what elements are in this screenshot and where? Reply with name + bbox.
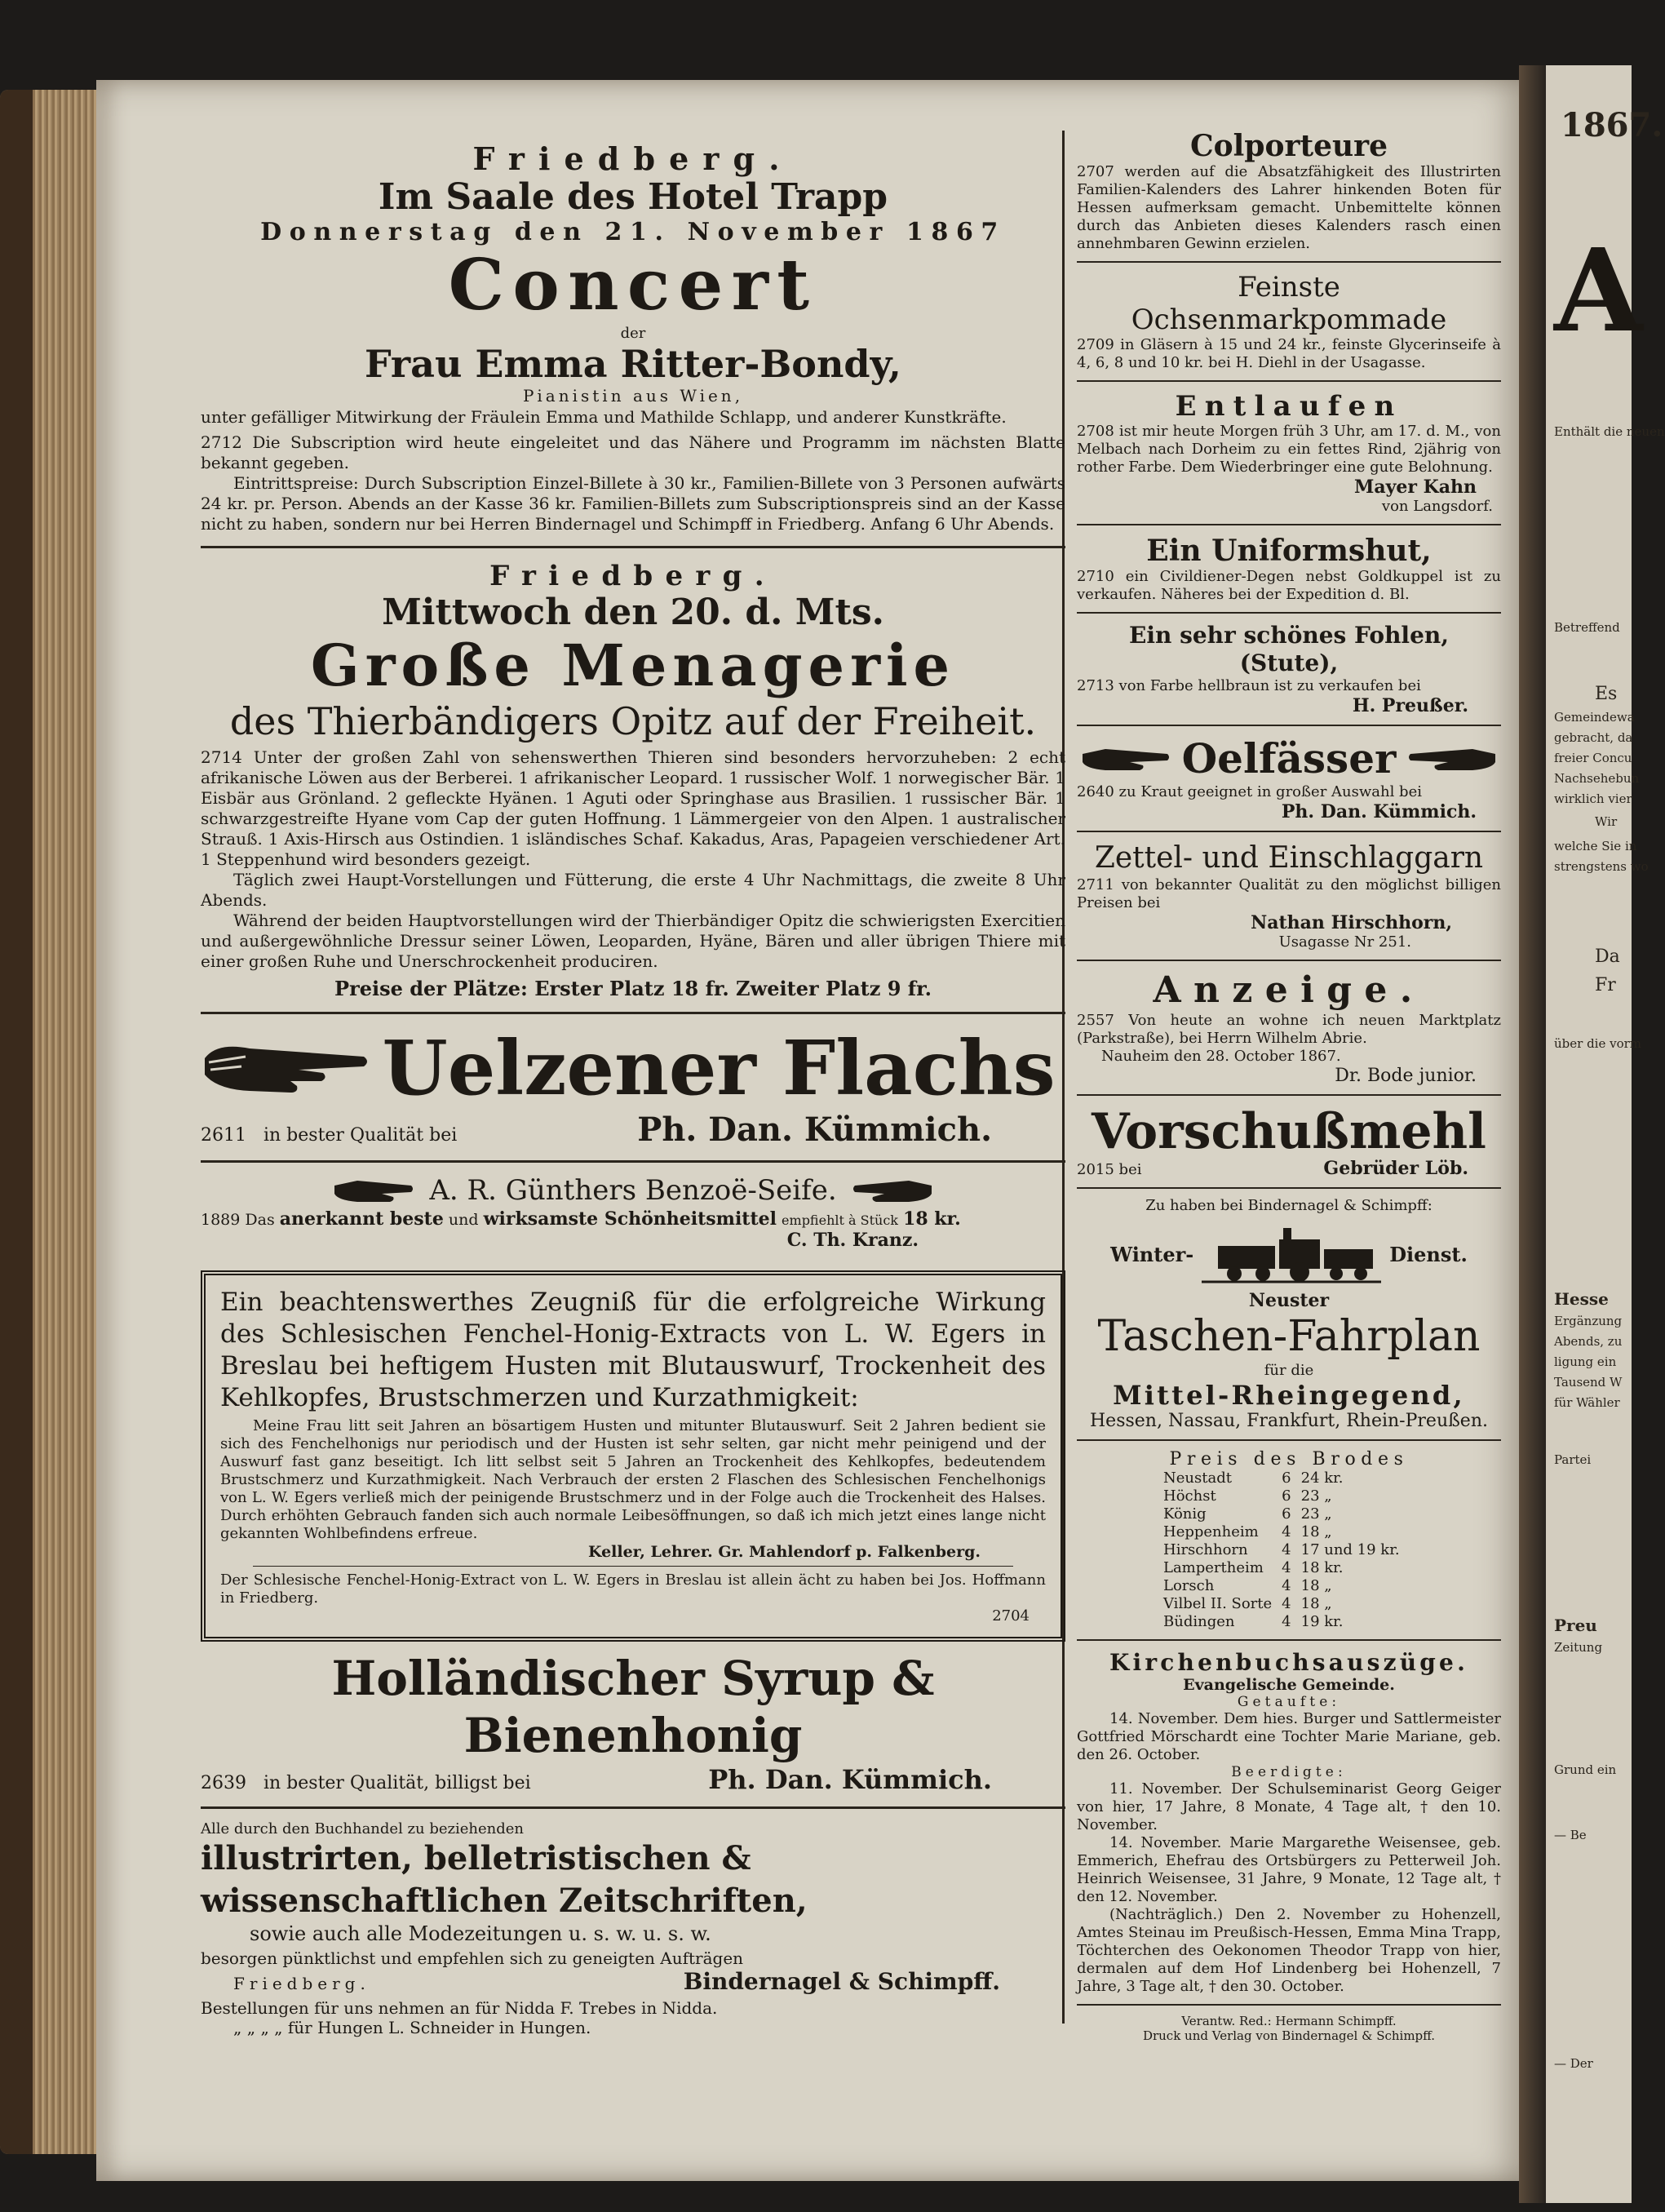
pointing-hand-icon — [852, 1174, 933, 1207]
fahrplan-region: Mittel-Rheingegend, — [1113, 1380, 1465, 1411]
ad-number: 2710 — [1077, 568, 1114, 585]
colporteure-ad — [1077, 129, 1501, 253]
egers-ad — [201, 1270, 1065, 1642]
anzeige-place: Nauheim den 28. October 1867. — [1101, 1048, 1341, 1065]
brod-title: Preis des Brodes — [1169, 1449, 1409, 1469]
brod-cell-a: 6 — [1282, 1505, 1291, 1523]
next-page-fragment-text: gebracht, da — [1554, 730, 1633, 745]
pointing-hand-icon — [333, 1174, 414, 1207]
locomotive-icon — [1202, 1221, 1381, 1287]
fahrplan-zuhaben: Zu haben bei Bindernagel & Schimpff: — [1145, 1197, 1433, 1214]
section-rule — [1077, 725, 1501, 726]
entlaufen-sign-place: von Langsdorf. — [1381, 498, 1493, 515]
brod-cell-name: König — [1163, 1505, 1207, 1523]
colporteure-text: werden auf die Absatzfähigkeit des Illustrirten Familien-Kalenders des Lahrer hinkenden Boten für Hessen aufmerksam gemacht. Unbemittelte können durch das Anbieten dieses Kalenders rasch einen annehmbaren Gewinn erzielen. — [1077, 163, 1501, 252]
kirchen-entry: (Nachträglich.) Den 2. November zu Hohenzell, Amtes Steinau im Preußisch-Hessen, Emma Mina Trapp, Töchterchen des Oekonomen Theodor Trapp von hier, dermalen auf dem Hof Lindenberg bei Hohenzell, 7 Jahre, 3 Tage alt, † den 30. October. — [1077, 1906, 1501, 1995]
syrup-seller: Ph. Dan. Kümmich. — [708, 1764, 992, 1795]
brod-cell-name: Büdingen — [1163, 1613, 1235, 1630]
entlaufen-ad — [1077, 390, 1501, 516]
brod-cell-a: 6 — [1282, 1469, 1291, 1487]
uniform-ad — [1077, 534, 1501, 604]
ad-number: 2704 — [992, 1607, 1030, 1625]
brod-cell-name: Hirschhorn — [1163, 1541, 1248, 1558]
kirchen-getaufte: Getaufte: — [1237, 1694, 1341, 1710]
concert-text-1: Die Subscription wird heute eingeleitet und das Nähere und Programm im nächsten Blatte bekannt gegeben. — [201, 432, 1066, 472]
brod-cell-b: 18 „ — [1300, 1595, 1332, 1612]
next-page-fragment-text: wirklich vier — [1554, 791, 1632, 806]
section-rule — [1077, 1639, 1501, 1641]
next-page-fragment-text: Preu — [1554, 1616, 1597, 1635]
menagerie-title: Große Menagerie — [310, 632, 956, 699]
benzoe-text: und — [448, 1211, 479, 1229]
brod-row — [1158, 1613, 1405, 1631]
brod-cell-a: 4 — [1282, 1613, 1291, 1630]
next-page-fragment-text: Enthält die neuen — [1554, 424, 1665, 439]
pointing-hand-icon — [1081, 743, 1171, 775]
zeitschriften-place: Friedberg. — [233, 1974, 370, 1993]
oelfaesser-sign: Ph. Dan. Kümmich. — [1281, 801, 1477, 822]
zettel-sign: Nathan Hirschhorn, — [1251, 912, 1452, 933]
concert-role: Pianistin aus Wien, — [522, 386, 744, 406]
fahrplan-winter: Winter- — [1110, 1242, 1194, 1266]
benzoe-ad — [201, 1174, 1065, 1251]
anzeige-sign: Dr. Bode junior. — [1335, 1066, 1477, 1086]
brod-cell-b: 18 kr. — [1300, 1559, 1344, 1576]
section-rule — [201, 546, 1065, 548]
next-page-big-letter: A — [1554, 224, 1643, 358]
brod-cell-b: 23 „ — [1300, 1487, 1332, 1505]
zettel-text: von bekannter Qualität zu den möglichst billigen Preisen bei — [1077, 876, 1501, 911]
concert-date: Donnerstag den 21. November 1867 — [260, 218, 1006, 246]
fohlen-ad — [1077, 622, 1501, 716]
section-rule — [1077, 960, 1501, 961]
flachs-text: in bester Qualität bei — [263, 1125, 458, 1146]
section-rule — [1077, 380, 1501, 382]
kirchen-title: Kirchenbuchsauszüge. — [1109, 1649, 1469, 1676]
next-page-fragment-text: welche Sie in — [1554, 839, 1637, 853]
kirchen-sub: Evangelische Gemeinde. — [1183, 1676, 1395, 1694]
entlaufen-text: ist mir heute Morgen früh 3 Uhr, am 17. d. M., von Melbach nach Dorheim zu ein fettes Rind, 2jährig von rother Farbe. Dem Wiederbringer eine gute Belohnung. — [1077, 423, 1501, 476]
concert-text-2: Eintrittspreise: Durch Subscription Einzel-Billete à 30 kr., Familien-Billete von 3 Personen aufwärts 24 kr. pr. Person. Abends an der Kasse 36 kr. Familien-Billets zum Subscriptionspreis sind an der Kasse nicht zu haben, sondern nur bei Herren Bindernagel und Schimpff in Friedberg. Anfang 6 Uhr Abends. — [201, 473, 1065, 534]
syrup-title: Holländischer Syrup & Bienenhonig — [331, 1651, 935, 1763]
kirchen-entry: 14. November. Marie Margarethe Weisensee, geb. Emmerich, Ehefrau des Ortsbürgers zu Petterweil Joh. Heinrich Weisensee, 31 Jahre, 9 Monate, 12 Tage alt, † den 12. November. — [1077, 1834, 1501, 1905]
egers-headline: Ein beachtenswerthes Zeugniß für die erfolgreiche Wirkung des Schlesischen Fenchel-Honig-Extracts von L. W. Egers in Breslau bei heftigem Husten mit Blutauswurf, Trockenheit des Kehlkopfes, Brustschmerzen und Kurzathmigkeit: — [220, 1288, 1046, 1412]
next-page-fragment-text: Es — [1595, 684, 1618, 704]
next-page-fragment-text: Fr — [1595, 975, 1616, 995]
oelfaesser-ad — [1077, 734, 1501, 822]
concert-title: Concert — [448, 244, 818, 326]
right-column — [1077, 129, 1501, 2043]
anzeige-text: Von heute an wohne ich neuen Marktplatz (Parkstraße), bei Herrn Wilhelm Abrie. — [1077, 1012, 1501, 1047]
section-rule — [201, 1806, 1065, 1809]
oelfaesser-title: Oelfässer — [1181, 734, 1397, 782]
section-rule — [1077, 524, 1501, 525]
ad-number: 1889 — [201, 1211, 241, 1229]
egers-body: Meine Frau litt seit Jahren an bösartigem Husten und mitunter Blutauswurf. Seit 2 Jahren bedient sie sich des Fenchelhonigs nur periodisch und der Husten ist sehr selten, gar nicht mehr peinigend und der Auswurf fast ganz beseitigt. Ich litt selbst seit 5 Jahren an Trockenheit des Kehlkopfes, bedeutendem Brustschmerz und Kurzathmigkeit. Nach Verbrauch der ersten 2 Flaschen des Schlesischen Fenchelhonigs von L. W. Egers verließ mich der peinigende Brustschmerz und in der Folge auch die Trockenheit des Halses. Durch erhöhten Gebrauch fanden sich auch normale Leibesöffnungen, so daß ich mich jetzt eines lange nicht gekannten Wohlbefindens erfreue. — [220, 1417, 1046, 1542]
menagerie-place: Friedberg. — [489, 560, 777, 592]
brod-table — [1158, 1469, 1405, 1631]
kirchen-entry: 14. November. Dem hies. Burger und Sattlermeister Gottfried Mörschardt eine Tochter Marie Mariane, geb. den 26. October. — [1077, 1710, 1501, 1763]
concert-place: Friedberg. — [472, 140, 794, 177]
kirchen-entry: 11. November. Der Schulseminarist Georg Geiger von hier, 17 Jahre, 8 Monate, 4 Tage alt, † den 10. November. — [1077, 1780, 1501, 1833]
brod-cell-b: 18 „ — [1300, 1577, 1332, 1594]
menagerie-date: Mittwoch den 20. d. Mts. — [382, 592, 884, 633]
fahrplan-title: Taschen-Fahrplan — [1097, 1312, 1481, 1361]
brod-cell-name: Vilbel II. Sorte — [1163, 1595, 1273, 1612]
concert-venue: Im Saale des Hotel Trapp — [378, 176, 888, 218]
menagerie-text-3: Während der beiden Hauptvorstellungen wird der Thierbändiger Opitz die schwierigsten Exercitien und außergewöhnliche Dressur seiner Löwen, Leoparden, Hyäne, Bären und aller übrigen Thiere mit einer großen Ruhe und Unerschrockenheit produciren. — [201, 911, 1065, 971]
brod-cell-name: Lorsch — [1163, 1577, 1215, 1594]
next-page-fragment-text: Grund ein — [1554, 1762, 1617, 1777]
brod-cell-a: 4 — [1282, 1541, 1291, 1558]
brod-cell-a: 4 — [1282, 1577, 1291, 1594]
next-page-fragment-text: strengstens wo — [1554, 859, 1649, 874]
brod-cell-b: 17 und 19 kr. — [1300, 1541, 1400, 1558]
zeitschriften-ad — [201, 1820, 1065, 2037]
section-rule — [1077, 612, 1501, 614]
zeitschriften-line: sowie auch alle Modezeitungen u. s. w. u. s. w. — [250, 1922, 711, 1945]
section-rule — [1077, 261, 1501, 263]
vorschuss-text: bei — [1118, 1161, 1142, 1178]
next-page-fragment-text: Da — [1595, 946, 1620, 967]
book-edge-shadow — [0, 90, 33, 2154]
ad-number: 2712 — [201, 432, 242, 452]
flachs-seller: Ph. Dan. Kümmich. — [637, 1110, 992, 1149]
zettel-title: Zettel- und Einschlaggarn — [1094, 841, 1484, 875]
brod-cell-a: 4 — [1282, 1523, 1291, 1540]
syrup-text: in bester Qualität, billigst bei — [263, 1773, 531, 1793]
next-page-fragment-text: Gemeindewa — [1554, 710, 1635, 725]
uniform-text: ein Civildiener-Degen nebst Goldkuppel ist zu verkaufen. Näheres bei der Expedition d. Bl. — [1077, 568, 1501, 603]
zeitschriften-line: „ „ „ „ für Hungen L. Schneider in Hungen. — [233, 2018, 591, 2037]
next-page-fragment-text: ligung ein — [1554, 1354, 1617, 1369]
concert-der: der — [620, 325, 646, 342]
ad-number: 2557 — [1077, 1012, 1114, 1029]
ad-number: 2639 — [201, 1773, 246, 1793]
next-page-fragment-text: freier Concu — [1554, 751, 1632, 765]
next-page-fragment — [1546, 65, 1665, 2203]
next-page-fragment-text: — Der — [1554, 2056, 1593, 2071]
ad-number: 2707 — [1077, 163, 1114, 180]
brod-cell-b: 19 kr. — [1300, 1613, 1344, 1630]
pommade-ad — [1077, 271, 1501, 372]
brod-row — [1158, 1487, 1405, 1505]
zeitschriften-title: illustrirten, belletristischen & wissenschaftlichen Zeitschriften, — [201, 1839, 808, 1920]
ad-number: 2708 — [1077, 423, 1114, 440]
zeitschriften-seller: Bindernagel & Schimpff. — [683, 1968, 1000, 1995]
next-page-fragment-text: für Wähler — [1554, 1395, 1620, 1410]
brod-cell-b: 18 „ — [1300, 1523, 1332, 1540]
concert-ad — [201, 140, 1065, 534]
fohlen-text: von Farbe hellbraun ist zu verkaufen bei — [1118, 677, 1421, 694]
ad-number: 2015 — [1077, 1161, 1114, 1178]
anzeige-title: Anzeige. — [1153, 969, 1425, 1011]
imprint-editor: Verantw. Red.: Hermann Schimpff. — [1181, 2014, 1397, 2028]
menagerie-prices: Preise der Plätze: Erster Platz 18 fr. Zweiter Platz 9 fr. — [334, 977, 932, 1000]
section-rule — [1077, 1439, 1501, 1441]
section-rule — [1077, 831, 1501, 832]
brod-cell-name: Lampertheim — [1163, 1559, 1264, 1576]
colporteure-title: Colporteure — [1189, 129, 1388, 163]
left-column — [201, 137, 1065, 2037]
ad-number: 2711 — [1077, 876, 1114, 893]
benzoe-title: A. R. Günthers Benzoë-Seife. — [429, 1174, 837, 1207]
egers-sign: Keller, Lehrer. Gr. Mahlendorf p. Falkenberg. — [587, 1543, 981, 1561]
ad-number: 2713 — [1077, 677, 1114, 694]
flachs-ad — [201, 1026, 1065, 1149]
brod-cell-name: Höchst — [1163, 1487, 1216, 1505]
fahrplan-dienst: Dienst. — [1389, 1242, 1468, 1266]
uniform-title: Ein Uniformshut, — [1146, 534, 1432, 568]
ad-number: 2709 — [1077, 336, 1114, 353]
ad-number: 2714 — [201, 747, 242, 767]
fahrplan-neuster: Neuster — [1248, 1290, 1330, 1311]
next-page-fragment-text: Zeitung — [1554, 1640, 1603, 1655]
next-page-fragment-text: Partei — [1554, 1452, 1592, 1467]
fohlen-sign: H. Preußer. — [1352, 695, 1468, 716]
syrup-ad — [201, 1650, 1065, 1795]
section-rule — [1077, 1187, 1501, 1189]
benzoe-text-bold: anerkannt beste — [279, 1208, 444, 1230]
pommade-title: Feinste Ochsenmarkpommade — [1131, 271, 1447, 336]
benzoe-price: 18 kr. — [903, 1208, 961, 1230]
kirchen-section — [1077, 1649, 1501, 1996]
pointing-hand-icon — [1407, 743, 1497, 775]
benzoe-text-bold: wirksamste Schönheitsmittel — [483, 1208, 777, 1230]
kirchen-beerdigte: Beerdigte: — [1231, 1764, 1347, 1780]
next-page-year: 1867. — [1561, 106, 1663, 144]
next-page-fragment-text: Ergänzung — [1554, 1314, 1623, 1328]
brod-cell-name: Heppenheim — [1163, 1523, 1259, 1540]
benzoe-text: Das — [245, 1211, 275, 1229]
egers-footer: Der Schlesische Fenchel-Honig-Extract von L. W. Egers in Breslau ist allein ächt zu haben bei Jos. Hoffmann in Friedberg. — [220, 1571, 1046, 1607]
brod-row — [1158, 1523, 1405, 1541]
next-page-fragment-text: — Be — [1554, 1828, 1587, 1842]
brod-row — [1158, 1469, 1405, 1487]
vorschuss-ad — [1077, 1104, 1501, 1179]
zeitschriften-line: Bestellungen für uns nehmen an für Nidda F. Trebes in Nidda. — [201, 1998, 718, 2018]
next-page-fragment-text: Tausend W — [1554, 1375, 1623, 1390]
flachs-title: Uelzener Flachs — [382, 1024, 1056, 1112]
oelfaesser-text: zu Kraut geeignet in großer Auswahl bei — [1118, 783, 1422, 800]
menagerie-subtitle: des Thierbändigers Opitz auf der Freiheit. — [229, 699, 1037, 743]
ad-number: 2640 — [1077, 783, 1114, 800]
brod-row — [1158, 1505, 1405, 1523]
menagerie-ad — [201, 560, 1065, 1000]
zeitschriften-line: Alle durch den Buchhandel zu beziehenden — [201, 1820, 525, 1837]
entlaufen-sign: Mayer Kahn — [1353, 477, 1477, 498]
section-rule — [201, 1012, 1065, 1014]
entlaufen-title: Entlaufen — [1175, 390, 1403, 423]
zettel-ad — [1077, 840, 1501, 951]
divider — [253, 1566, 1013, 1567]
brod-row — [1158, 1595, 1405, 1613]
next-page-fragment-text: Betreffend — [1554, 620, 1620, 635]
next-page-fragment-text: Abends, zu — [1554, 1334, 1623, 1349]
benzoe-seller: C. Th. Kranz. — [786, 1230, 919, 1251]
section-rule — [1077, 1094, 1501, 1096]
section-rule — [201, 1160, 1065, 1163]
brod-cell-a: 6 — [1282, 1487, 1291, 1505]
anzeige-ad — [1077, 969, 1501, 1086]
benzoe-text: empfiehlt à Stück — [782, 1212, 898, 1228]
next-page-fragment-text: Wir — [1595, 814, 1618, 829]
imprint — [1077, 2014, 1501, 2043]
menagerie-text-1: Unter der großen Zahl von sehenswerthen Thieren sind besonders hervorzuheben: 2 echt afrikanische Löwen aus der Berberei. 1 afrikanischer Leopard. 1 russischer Wolf. 1 norwegischer Bär. 1 Eisbär aus Grönland. 2 gefleckte Hyänen. 1 Aguti oder Springhase aus Brasilien. 1 russischer Bär. 1 schwarzgestreifte Hyane vom Cap der guten Hoffnung. 1 Lämmergeier von den Alpen. 1 australischer Strauß. 1 Axis-Hirsch aus Ostindien. 1 isländisches Schaf. Kakadus, Aras, Papageien verschiedener Art. 1 Steppenhund wird besonders gezeigt. — [201, 747, 1066, 869]
zettel-sign-place: Usagasse Nr 251. — [1278, 933, 1411, 951]
next-page-fragment-text: Hesse — [1554, 1289, 1609, 1309]
zeitschriften-line: besorgen pünktlichst und empfehlen sich zu geneigten Aufträgen — [201, 1948, 744, 1968]
pommade-text: in Gläsern à 15 und 24 kr., feinste Glycerinseife à 4, 6, 8 und 10 kr. bei H. Diehl in der Usagasse. — [1077, 336, 1501, 371]
menagerie-text-2: Täglich zwei Haupt-Vorstellungen und Fütterung, die erste 4 Uhr Nachmittags, die zweite 8 Uhr Abends. — [201, 870, 1065, 910]
concert-artist: Frau Emma Ritter-Bondy, — [365, 342, 901, 386]
next-page-fragment-text: Nachsehebun — [1554, 771, 1640, 786]
next-page-fragment-text: über die vorm — [1554, 1036, 1642, 1051]
brod-row — [1158, 1559, 1405, 1577]
brod-row — [1158, 1541, 1405, 1559]
ad-number: 2611 — [201, 1125, 246, 1146]
fahrplan-region-2: Hessen, Nassau, Frankfurt, Rhein-Preußen. — [1089, 1411, 1488, 1431]
concert-support: unter gefälliger Mitwirkung der Fräulein Emma und Mathilde Schlapp, und anderer Kunstkräfte. — [201, 407, 1007, 427]
brod-cell-name: Neustadt — [1163, 1469, 1232, 1487]
vorschuss-sign: Gebrüder Löb. — [1323, 1158, 1468, 1179]
section-rule — [1077, 2004, 1501, 2006]
fohlen-title: Ein sehr schönes Fohlen, (Stute), — [1129, 622, 1449, 676]
brod-cell-b: 24 kr. — [1300, 1469, 1344, 1487]
vorschuss-title: Vorschußmehl — [1092, 1103, 1486, 1160]
pointing-hand-icon — [201, 1034, 372, 1102]
brod-prices — [1077, 1449, 1501, 1631]
brod-cell-a: 4 — [1282, 1559, 1291, 1576]
fahrplan-ad — [1077, 1197, 1501, 1431]
fahrplan-fuer: für die — [1264, 1362, 1314, 1379]
brod-cell-b: 23 „ — [1300, 1505, 1332, 1523]
brod-row — [1158, 1577, 1405, 1595]
imprint-publisher: Druck und Verlag von Bindernagel & Schimpff. — [1142, 2028, 1436, 2043]
brod-cell-a: 4 — [1282, 1595, 1291, 1612]
